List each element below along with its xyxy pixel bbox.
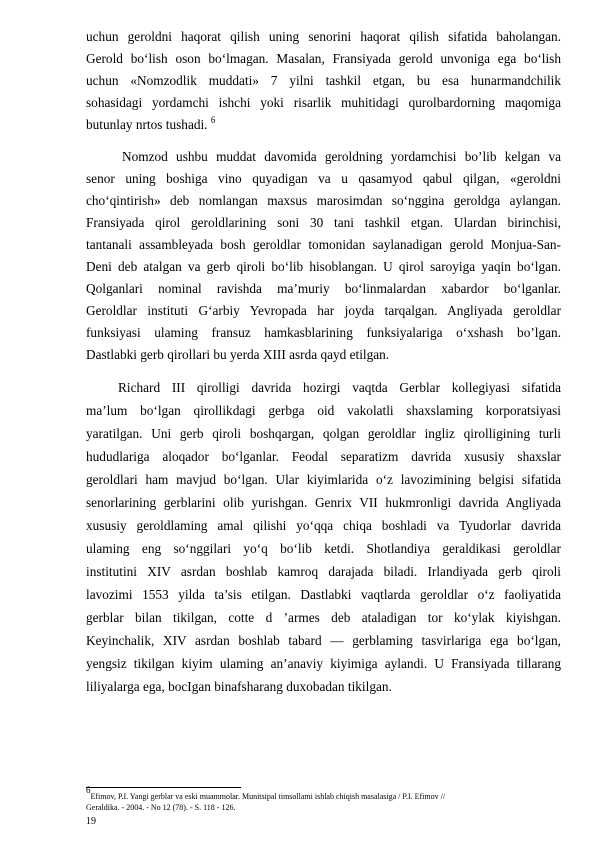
text-line: Keyinchalik, XIV asrdan boshlab tabard — gerblaming tasvirlariga ega bo‘lgan,	[86, 633, 561, 648]
text-line: senor uning boshiga vino quyadigan va u qasamyod qabul qilgan, «geroldni	[86, 171, 561, 186]
text-line: xususiy geroldlaming amal qilishi yo‘qqa chiqa boshladi va Tyudorlar davrida	[86, 518, 561, 533]
text-line: ma’lum bo‘lgan qirollikdagi gerbga oid vakolatli shaxslaming korporatsiyasi	[86, 403, 561, 418]
text-line: uchun «Nomzodlik muddati» 7 yilni tashkil etgan, bu esa hunarmandchilik	[86, 73, 561, 88]
page-number: 19	[86, 816, 96, 827]
text-line: funksiyasi ulaming fransuz hamkasblarining funksiyalariga o‘xshash bo’lgan.	[86, 325, 561, 340]
footnote-line	[86, 785, 561, 802]
text-line: lavozimi 1553 yilda ta’sis etilgan. Dastlabki vaqtlarda geroldlar o‘z faoliyatida	[86, 587, 561, 602]
text-line: ulaming eng so‘nggilari yo‘q bo‘lib ketdi. Shotlandiya geraldikasi geroldlar	[86, 541, 561, 556]
text-line: Dastlabki gerb qirollari bu yerda XIII asrda qayd etilgan.	[86, 347, 390, 362]
text-line: cho‘qintirish» deb nomlangan maxsus marosimdan so‘nggina geroldga aylangan.	[86, 193, 561, 208]
text-line: Deni deb atalgan va gerb qiroli bo‘lib hisoblangan. U qirol saroyiga yaqin bo‘lgan.	[86, 259, 561, 274]
footnote-text: Efimov, P.I. Yangi gerblar va eski muammolar. Munitsipal timsollami ishlab chiqish masalasiga / P.I. Efimov //	[90, 792, 446, 801]
text-line: liliyalarga ega, bocIgan binafsharang duxobadan tikilgan.	[86, 679, 392, 694]
footnote-number: 6	[86, 785, 91, 795]
text-line: uchun geroldni haqorat qilish uning senorini haqorat qilish sifatida baholangan.	[86, 29, 561, 44]
footnote-reference[interactable]: 6	[210, 115, 216, 125]
text-line: institutini XIV asrdan boshlab kamroq darajada biladi. Irlandiyada gerb qiroli	[86, 564, 561, 579]
text-line: Nomzod ushbu muddat davomida geroldning yordamchisi bo’lib kelgan va	[122, 149, 561, 164]
text-line: yaratilgan. Uni gerb qiroli boshqargan, qolgan geroldlar ingliz qirolligining turli	[86, 426, 561, 441]
text-line: hududlariga aloqador bo‘lganlar. Feodal separatizm davrida xususiy shaxslar	[86, 449, 561, 464]
text-line	[86, 114, 561, 136]
text-line-content: butunlay nrtos tushadi.	[86, 117, 208, 132]
text-line: Richard III qirolligi davrida hozirgi vaqtda Gerblar kollegiyasi sifatida	[118, 380, 561, 395]
text-line: tantanali assambleyada bosh geroldlar tomonidan saylanadigan gerold Monjua-San-	[86, 237, 561, 252]
text-line: geroldlari ham mavjud bo‘lgan. Ular kiyimlarida o‘z lavozimining belgisi sifatida	[86, 472, 561, 487]
text-line: senorlarining gerblarini olib yurishgan. Genrix VII hukmronligi davrida Angliyada	[86, 495, 561, 510]
text-line: sohasidagi yordamchi ishchi yoki risarlik muhitidagi qurolbardorning maqomiga	[86, 95, 561, 110]
text-line: yengsiz tikilgan kiyim ulaming an’anaviy kiyimiga aylandi. U Fransiyada tillarang	[86, 656, 561, 671]
text-line: Qolganlari nominal ravishda ma’muriy bo‘linmalardan xabardor bo‘lganlar.	[86, 281, 561, 296]
footnote-line: Geraldika. - 2004. - No 12 (78). - S. 118 - 126.	[86, 803, 236, 812]
text-line: Gerold bo‘lish oson bo‘lmagan. Masalan, Fransiyada gerold unvoniga ega bo‘lish	[86, 51, 561, 66]
text-line: gerblar bilan tikilgan, cotte d ’armes deb ataladigan tor ko‘ylak kiyishgan.	[86, 610, 561, 625]
text-line: Fransiyada qirol geroldlarining soni 30 tani tashkil etgan. Ulardan birinchisi,	[86, 215, 561, 230]
footnote-divider	[86, 787, 241, 788]
text-line: Geroldlar instituti G‘arbiy Yevropada har joyda tarqalgan. Angliyada geroldlar	[86, 303, 561, 318]
